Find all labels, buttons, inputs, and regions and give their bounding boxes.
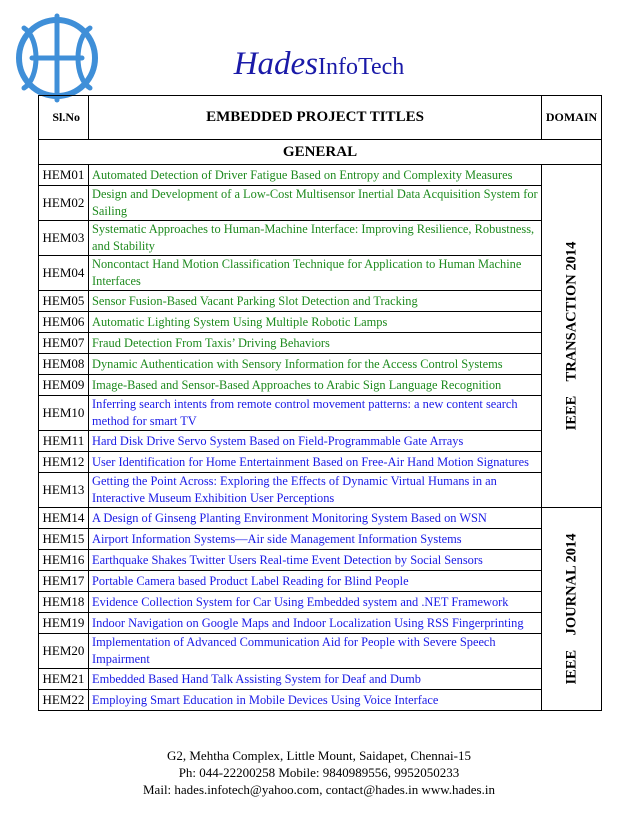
footer-contact: Mail: hades.infotech@yahoo.com, contact@hades.in www.hades.in [143,782,495,797]
project-code: HEM09 [39,375,89,396]
project-title: Dynamic Authentication with Sensory Information for the Access Control Systems [89,354,542,375]
project-title: Design and Development of a Low-Cost Multisensor Inertial Data Acquisition System for Sailing [89,186,542,221]
project-code: HEM21 [39,669,89,690]
project-title: Sensor Fusion-Based Vacant Parking Slot Detection and Tracking [89,291,542,312]
project-title: Employing Smart Education in Mobile Devices Using Voice Interface [89,690,542,711]
table-row [39,354,602,375]
project-title: Hard Disk Drive Servo System Based on Field-Programmable Gate Arrays [89,431,542,452]
project-title: Fraud Detection From Taxis’ Driving Behaviors [89,333,542,354]
project-title: Earthquake Shakes Twitter Users Real-time Event Detection by Social Sensors [89,550,542,571]
project-code: HEM03 [39,221,89,256]
project-code: HEM08 [39,354,89,375]
project-code: HEM06 [39,312,89,333]
table-row [39,529,602,550]
project-title: Airport Information Systems—Air side Management Information Systems [89,529,542,550]
table-row [39,312,602,333]
project-code: HEM22 [39,690,89,711]
domain-transaction-cell [542,165,602,508]
project-table [38,95,602,711]
project-code: HEM12 [39,452,89,473]
project-code: HEM19 [39,613,89,634]
domain-label: IEEE TRANSACTION 2014 [563,241,579,431]
project-title: Portable Camera based Product Label Reading for Blind People [89,571,542,592]
footer-address: G2, Mehtha Complex, Little Mount, Saidapet, Chennai-15 [166,748,471,763]
table-row [39,690,602,711]
table-row [39,291,602,312]
project-code: HEM18 [39,592,89,613]
project-code: HEM05 [39,291,89,312]
table-row [39,613,602,634]
project-code: HEM16 [39,550,89,571]
brand-title [0,46,638,83]
col-header-title: EMBEDDED PROJECT TITLES [89,96,542,140]
project-title: A Design of Ginseng Planting Environment Monitoring System Based on WSN [89,508,542,529]
project-title: Getting the Point Across: Exploring the Effects of Dynamic Virtual Humans in an Interactive Museum Exhibition User Perceptions [89,473,542,508]
table-row [39,571,602,592]
table-row [39,550,602,571]
project-title: User Identification for Home Entertainment Based on Free-Air Hand Motion Signatures [89,452,542,473]
domain-label: IEEE JOURNAL 2014 [563,533,579,685]
project-code: HEM13 [39,473,89,508]
table-row [39,634,602,669]
table-header-row [39,96,602,140]
project-title: Indoor Navigation on Google Maps and Indoor Localization Using RSS Fingerprinting [89,613,542,634]
project-code: HEM01 [39,165,89,186]
domain-journal-cell [542,508,602,711]
project-title: Inferring search intents from remote control movement patterns: a new content search method for smart TV [89,396,542,431]
project-title: Embedded Based Hand Talk Assisting System for Deaf and Dumb [89,669,542,690]
project-title: Automated Detection of Driver Fatigue Based on Entropy and Complexity Measures [89,165,542,186]
project-title: Automatic Lighting System Using Multiple Robotic Lamps [89,312,542,333]
table-row [39,256,602,291]
footer [0,747,638,798]
table-row [39,431,602,452]
project-title: Evidence Collection System for Car Using Embedded system and .NET Framework [89,592,542,613]
table-row [39,592,602,613]
project-code: HEM11 [39,431,89,452]
project-code: HEM10 [39,396,89,431]
project-code: HEM20 [39,634,89,669]
project-code: HEM04 [39,256,89,291]
col-header-domain: DOMAIN [542,96,602,140]
table-row [39,508,602,529]
table-row [39,396,602,431]
brand-infotech: InfoTech [318,54,405,80]
section-label: GENERAL [39,140,602,165]
col-header-slno: Sl.No [39,96,89,140]
table-row [39,669,602,690]
table-row [39,186,602,221]
table-row [39,165,602,186]
project-code: HEM17 [39,571,89,592]
project-title: Noncontact Hand Motion Classification Technique for Application to Human Machine Interfaces [89,256,542,291]
table-row [39,473,602,508]
project-code: HEM02 [39,186,89,221]
table-body [39,165,602,711]
table-row [39,221,602,256]
project-title: Implementation of Advanced Communication Aid for People with Severe Speech Impairment [89,634,542,669]
brand-hades: Hades [233,46,319,82]
project-code: HEM07 [39,333,89,354]
project-code: HEM15 [39,529,89,550]
project-title: Image-Based and Sensor-Based Approaches to Arabic Sign Language Recognition [89,375,542,396]
table-row [39,333,602,354]
table-row [39,375,602,396]
project-title: Systematic Approaches to Human-Machine Interface: Improving Resilience, Robustness, and Stability [89,221,542,256]
section-row [39,140,602,165]
table-row [39,452,602,473]
project-code: HEM14 [39,508,89,529]
footer-phone: Ph: 044-22200258 Mobile: 9840989556, 9952050233 [178,765,460,780]
